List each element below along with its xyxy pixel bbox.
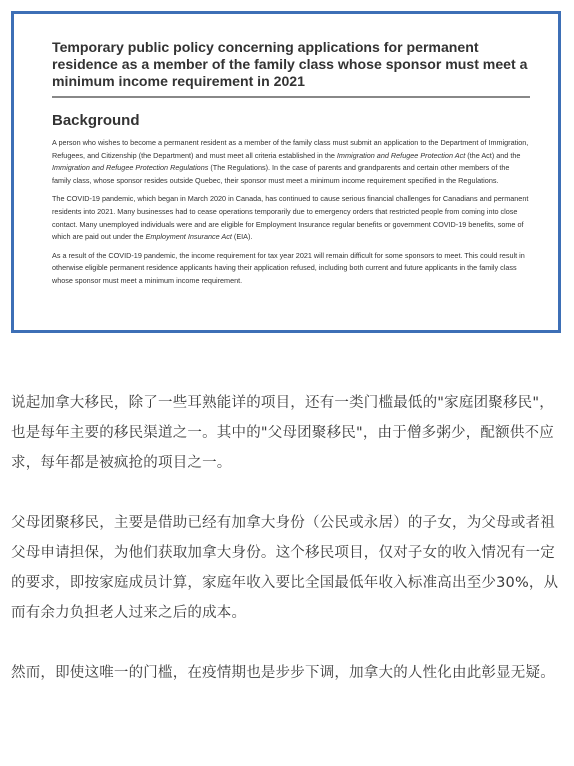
paragraph-text: (the Act) and the: [465, 150, 521, 160]
paragraph-text: A person who wishes to become a permanent resident as a member of the family class must submit an application to the Department of Immigration, Refugees, and Citizenship (the Department) and must meet all criteria established in the: [52, 138, 529, 160]
background-paragraph-3: As a result of the COVID-19 pandemic, the income requirement for tax year 2021 will remain difficult for some sponsors to meet. This could result in otherwise eligible permanent residence applicants having their application refused, including both current and future applicants in the family class whose sponsor must meet a minimum income requirement.: [52, 250, 525, 285]
article-body: [11, 388, 567, 688]
article-paragraph-2: 父母团聚移民，主要是借助已经有加拿大身份（公民或永居）的子女，为父母或者祖父母申请担保，为他们获取加拿大身份。这个移民项目，仅对子女的收入情况有一定的要求，即按家庭成员计算，家庭年收入要比全国最低年收入标准高出至少30%，从而有余力负担老人过来之后的成本。: [11, 515, 559, 621]
article-paragraph-3: 然而，即使这唯一的门槛，在疫情期也是步步下调，加拿大的人性化由此彰显无疑。: [11, 665, 555, 681]
title-divider: [52, 96, 530, 98]
paragraph-text: (EIA).: [231, 232, 253, 242]
policy-document-screenshot: [11, 11, 561, 333]
section-heading: Background: [52, 112, 140, 129]
regulations-name: Immigration and Refugee Protection Regulations: [52, 163, 209, 173]
policy-document-content: [52, 39, 530, 294]
background-paragraph-1: [52, 137, 530, 187]
act-name: Immigration and Refugee Protection Act: [336, 150, 466, 160]
ei-act-name: Employment Insurance Act: [145, 232, 232, 242]
article-paragraph-1: 说起加拿大移民，除了一些耳熟能详的项目，还有一类门槛最低的"家庭团聚移民"，也是每年主要的移民渠道之一。其中的"父母团聚移民"，由于僧多粥少，配额供不应求，每年都是被疯抢的项目之一。: [11, 395, 554, 471]
document-title: Temporary public policy concerning applications for permanent residence as a member of the family class whose sponsor must meet a minimum income requirement in 2021: [52, 39, 528, 89]
paragraph-text: (The Regulations). In the case of parents and grandparents and certain other members of the family class, whose sponsor resides outside Quebec, their sponsor must meet a minimum income requirement specified in the Regulations.: [52, 163, 510, 185]
paragraph-text: The COVID-19 pandemic, which began in March 2020 in Canada, has continued to cause serious financial challenges for Canadians and permanent residents into 2021. Many businesses had to cease operations temporarily due to emergency orders that restricted people from coming into close contact. Many unemployed individuals were and are eligible for Employment Insurance regular benefits or government COVID-19 benefits, some of which are paid out under the: [52, 194, 529, 242]
background-paragraph-2: [52, 193, 530, 243]
